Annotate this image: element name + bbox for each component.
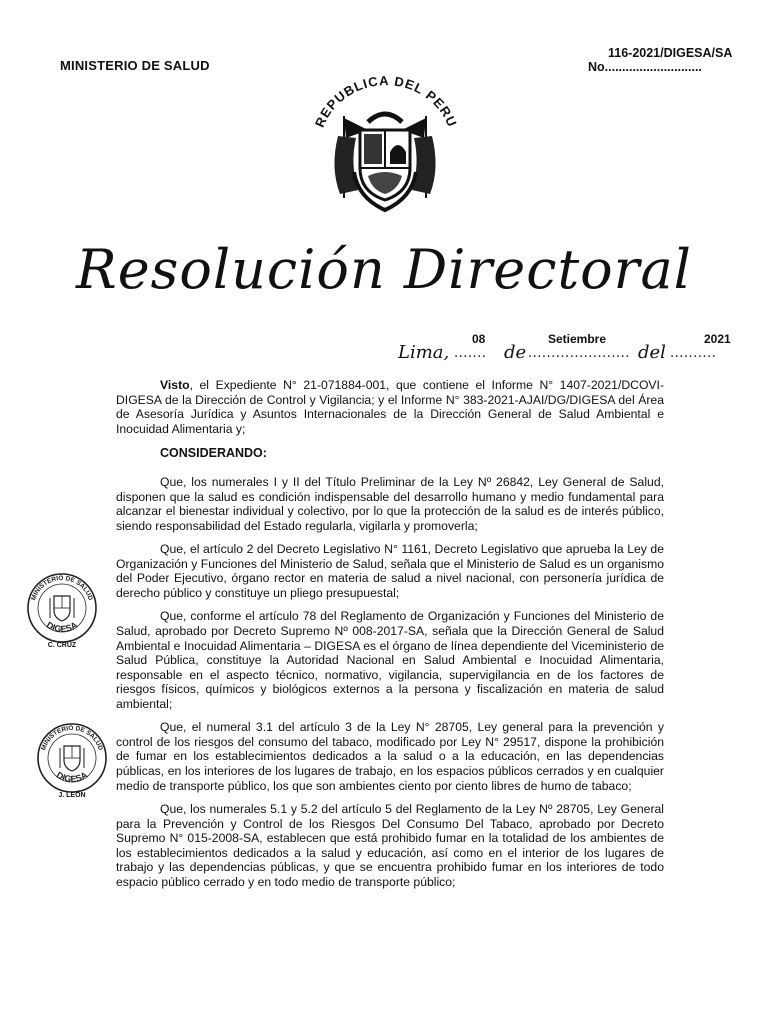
peru-coat-of-arms-icon [310, 72, 460, 222]
document-title: Resolución Directoral [76, 238, 692, 301]
stamp-signer: C. CRUZ [47, 642, 77, 649]
date-month: Setiembre [548, 332, 607, 346]
visto-text: , el Expediente N° 21-071884-001, que contiene el Informe N° 1407-2021/DCOVI-DIGESA de la Dirección de Control y Vigilancia; y el Informe N° 383-2021-AJAI/DG/DIGESA del Área de Asesoría Jurídica y Asuntos Internacionales de la Dirección General de Salud Ambiental e Inocuidad Alimentaria y; [116, 378, 664, 436]
stamp-bottom-text: DIGESA [54, 769, 90, 785]
stamp-ring-text: MINISTERIO DE SALUD [30, 574, 94, 602]
considerando-paragraph: Que, el artículo 2 del Decreto Legislativo N° 1161, Decreto Legislativo que aprueba la Ley de Organización y Funciones del Ministerio de Salud, señala que el Ministerio de Salud es un organismo del Poder Ejecutivo, órgano rector en materia de salud a nivel nacional, con personería jurídica de derecho público y constituye un pliego presupuestal; [116, 542, 664, 600]
number-field: No............................ [588, 60, 702, 74]
document-number: 116-2021/DIGESA/SA [608, 46, 733, 60]
svg-text:DIGESA [55, 769, 90, 784]
date-line [398, 332, 738, 368]
svg-text:DIGESA [45, 619, 80, 634]
stamp-signer: J. LEÓN [58, 792, 86, 799]
date-del: del [638, 342, 666, 363]
considerando-heading: CONSIDERANDO: [160, 446, 267, 461]
date-place: Lima, [398, 342, 450, 363]
peru-coat-of-arms-icon [60, 746, 84, 771]
considerando-paragraph: Que, los numerales I y II del Título Preliminar de la Ley Nº 26842, Ley General de Salud, disponen que la salud es condición indispensable del desarrollo humano y medio fundamental para alcanzar el bienestar individual y colectivo, por lo que la protección de la salud es de interés público, siendo responsabilidad del Estado regularla, vigilarla y promoverla; [116, 474, 664, 533]
ministry-name: MINISTERIO DE SALUD [60, 58, 210, 73]
considerando-paragraph: Que, el numeral 3.1 del artículo 3 de la Ley N° 28705, Ley general para la prevención y control de los riesgos del consumo del tabaco, modificado por Ley N° 29517, dispone la prohibición de fumar en los establecimientos dedicados a la salud o a la educación, en las dependencias públicas, en los interiores de los lugares de trabajo, en los espacios públicos cerrados y en cualquier medio de transporte público, los que son ambientes ciento por ciento libres de humo de tabaco; [116, 720, 664, 793]
date-dots-year: .......... [670, 346, 717, 361]
date-year: 2021 [704, 332, 731, 346]
official-stamp [34, 722, 110, 806]
date-dots-month: ...................... [528, 346, 630, 361]
peru-coat-of-arms-icon [50, 596, 74, 621]
date-de: de [504, 342, 527, 363]
svg-text:REPUBLICA DEL PERU [312, 73, 460, 129]
date-day: 08 [472, 332, 486, 346]
considerando-paragraph: Que, los numerales 5.1 y 5.2 del artículo 5 del Reglamento de la Ley Nº 28705, Ley General para la Prevención y Control de los Riesgos Del Consumo Del Tabaco, aprobado por Decreto Supremo N° 015-2008-SA, establecen que está prohibido fumar en la totalidad de los ambientes de los establecimientos dedicados a la salud y educación, así como en el interior de los lugares de trabajo y las dependencias públicas, y que se encuentra prohibido fumar en los interiores de todo espacio público cerrado y en todo medio de transporte público; [116, 802, 664, 889]
visto-paragraph [116, 378, 664, 436]
date-dots-day: ....... [454, 346, 487, 361]
official-stamp [24, 572, 100, 656]
considerando-paragraph: Que, conforme el artículo 78 del Reglamento de Organización y Funciones del Ministerio de Salud, aprobado por Decreto Supremo Nº 008-2017-SA, señala que la Dirección General de Salud Ambiental e Inocuidad Alimentaria – DIGESA es el órgano de línea dependiente del Viceministerio de Salud Pública, constituye la Autoridad Nacional en Salud Ambiental e Inocuidad Alimentaria, responsable en el aspecto técnico, normativo, vigilancia, supervigilancia en de los factores de riesgos físicos, químicos y biológicos externos a la persona y fiscalización en materia de salud ambiental; [116, 609, 664, 711]
document-body [116, 378, 664, 898]
visto-lead: Visto [160, 378, 190, 392]
stamp-bottom-text: DIGESA [44, 619, 80, 635]
crest-arc-text: REPUBLICA DEL PERU [311, 73, 460, 130]
stamp-ring-text: MINISTERIO DE SALUD [40, 724, 104, 752]
